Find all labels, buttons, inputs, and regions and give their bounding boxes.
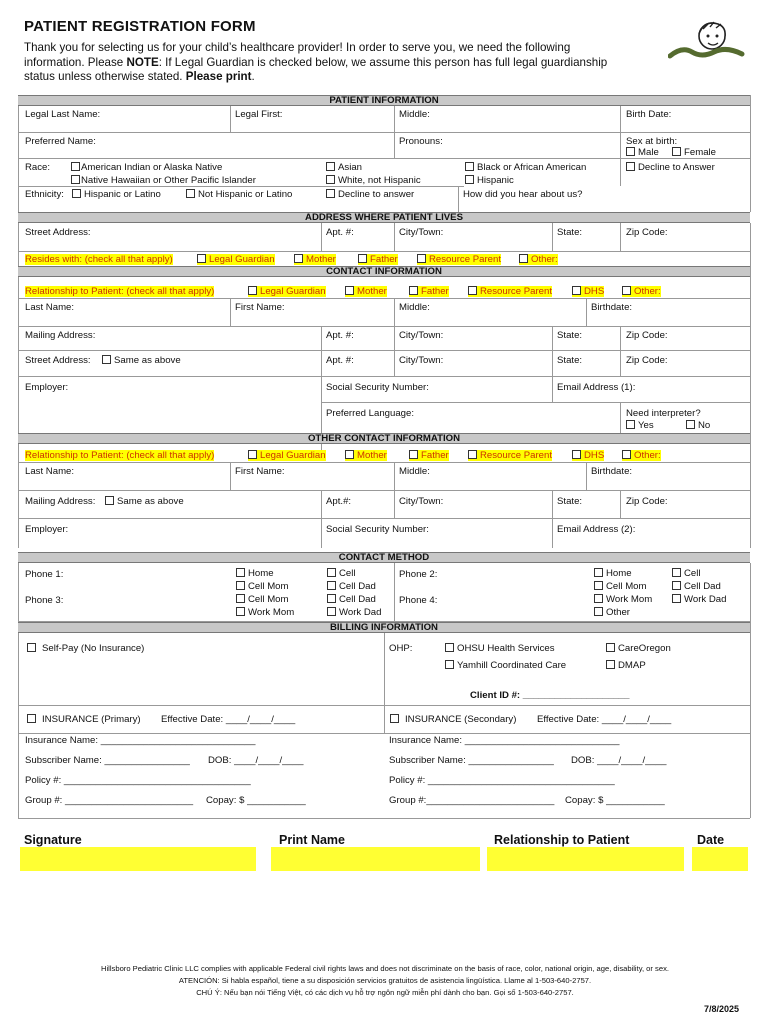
- checkbox-icon: [248, 450, 257, 459]
- checkbox-icon: [468, 450, 477, 459]
- primary-group-field[interactable]: Group #: ________________________: [25, 795, 194, 806]
- sex-female-checkbox[interactable]: Female: [672, 147, 716, 158]
- other-contact-bar: OTHER CONTACT INFORMATION: [18, 433, 750, 444]
- address-bar: ADDRESS WHERE PATIENT LIVES: [18, 212, 750, 223]
- checkbox-icon: [27, 643, 36, 652]
- checkbox-icon: [572, 286, 581, 295]
- primary-policy-field[interactable]: Policy #: ___________________________________: [25, 775, 251, 786]
- intro-text: Thank you for selecting us for your child’s healthcare provider! In order to serve you, we need the following information. Please NOTE: If Legal Guardian is checked below, we assume this person has full legal guardianship status unless otherwise stated. Please print.: [24, 41, 608, 83]
- checkbox-icon: [294, 254, 303, 263]
- checkbox-icon: [248, 286, 257, 295]
- checkbox-icon: [409, 450, 418, 459]
- p1-cell-checkbox[interactable]: Cell: [327, 568, 356, 579]
- contact-last-name-label: Last Name:: [25, 302, 75, 313]
- insurance-primary-checkbox[interactable]: INSURANCE (Primary): [27, 714, 141, 725]
- checkbox-icon: [672, 594, 681, 603]
- other-employer-label: Employer:: [25, 524, 69, 535]
- race-label: Race:: [25, 162, 51, 173]
- other-resource-parent-checkbox[interactable]: Resource Parent: [468, 450, 552, 461]
- checkbox-icon: [468, 286, 477, 295]
- checkbox-icon: [594, 607, 603, 616]
- checkbox-icon: [672, 568, 681, 577]
- state-label: State:: [557, 227, 583, 238]
- checkbox-icon: [465, 175, 474, 184]
- ohp-label: OHP:: [389, 643, 413, 654]
- secondary-group-field[interactable]: Group #:________________________: [389, 795, 555, 806]
- legal-first-label: Legal First:: [235, 109, 283, 120]
- contact-father-checkbox[interactable]: Father: [409, 286, 449, 297]
- birth-date-label: Birth Date:: [626, 109, 672, 120]
- dmap-checkbox[interactable]: DMAP: [606, 660, 646, 671]
- checkbox-icon: [445, 660, 454, 669]
- p4-workdad-checkbox[interactable]: Work Dad: [672, 594, 726, 605]
- contact-street-apt-label: Apt. #:: [326, 355, 354, 366]
- zip-label: Zip Code:: [626, 227, 668, 238]
- print-name-field[interactable]: [271, 847, 480, 871]
- checkbox-icon: [626, 420, 635, 429]
- print-name-label: Print Name: [279, 833, 345, 847]
- city-label: City/Town:: [399, 227, 444, 238]
- pronouns-label: Pronouns:: [399, 136, 443, 147]
- checkbox-icon: [606, 643, 615, 652]
- self-pay-checkbox[interactable]: Self-Pay (No Insurance): [27, 643, 144, 654]
- other-dhs-checkbox[interactable]: DHS: [572, 450, 604, 461]
- other-apt-label: Apt.#:: [326, 496, 352, 507]
- checkbox-icon: [326, 175, 335, 184]
- resides-other-checkbox[interactable]: Other:: [519, 254, 558, 265]
- race-white-checkbox[interactable]: White, not Hispanic: [326, 175, 421, 186]
- contact-ssn-label: Social Security Number:: [326, 382, 429, 393]
- legal-last-name-label: Legal Last Name:: [25, 109, 101, 120]
- contact-birthdate-label: Birthdate:: [591, 302, 633, 313]
- primary-dob-field[interactable]: DOB: ____/____/____: [208, 755, 304, 766]
- race-hispanic-checkbox[interactable]: Hispanic: [465, 175, 514, 186]
- other-middle-label: Middle:: [399, 466, 430, 477]
- email-1-label: Email Address (1):: [557, 382, 636, 393]
- checkbox-icon: [102, 355, 111, 364]
- race-asian-checkbox[interactable]: Asian: [326, 162, 362, 173]
- p3-celldad-checkbox[interactable]: Cell Dad: [327, 594, 376, 605]
- other-state-label: State:: [557, 496, 583, 507]
- middle-label: Middle:: [399, 109, 430, 120]
- phone-3-label: Phone 3:: [25, 595, 64, 606]
- p1-celldad-checkbox[interactable]: Cell Dad: [327, 581, 376, 592]
- other-first-name-label: First Name:: [235, 466, 285, 477]
- resides-legal-guardian-checkbox[interactable]: Legal Guardian: [197, 254, 275, 265]
- race-native-hawaiian-checkbox[interactable]: Native Hawaiian or Other Pacific Islander: [71, 175, 256, 186]
- checkbox-icon: [572, 450, 581, 459]
- preferred-language-label: Preferred Language:: [326, 408, 415, 419]
- date-field[interactable]: [692, 847, 748, 871]
- primary-subscriber-field[interactable]: Subscriber Name: ________________: [25, 755, 190, 766]
- contact-other-checkbox[interactable]: Other:: [622, 286, 661, 297]
- ethnicity-hispanic-checkbox[interactable]: Hispanic or Latino: [72, 189, 161, 200]
- contact-mailing-city-label: City/Town:: [399, 330, 444, 341]
- contact-dhs-checkbox[interactable]: DHS: [572, 286, 604, 297]
- contact-information-bar: CONTACT INFORMATION: [18, 266, 750, 277]
- checkbox-icon: [327, 607, 336, 616]
- contact-mailing-apt-label: Apt. #:: [326, 330, 354, 341]
- checkbox-icon: [327, 568, 336, 577]
- street-address-label: Street Address:: [25, 227, 91, 238]
- sex-male-checkbox[interactable]: Male: [626, 147, 659, 158]
- checkbox-icon: [519, 254, 528, 263]
- interpreter-yes-checkbox[interactable]: Yes: [626, 420, 654, 431]
- checkbox-icon: [409, 286, 418, 295]
- p1-home-checkbox[interactable]: Home: [236, 568, 274, 579]
- spanish-notice: ATENCIÓN: Si habla español, tiene a su disposición servicios gratuitos de asistencia lingüística. Llame al 1-503-640-2757.: [178, 976, 592, 985]
- contact-street-label: Street Address:: [25, 355, 91, 366]
- form-title: PATIENT REGISTRATION FORM: [24, 18, 256, 35]
- p2-home-checkbox[interactable]: Home: [594, 568, 632, 579]
- checkbox-icon: [390, 714, 399, 723]
- checkbox-icon: [686, 420, 695, 429]
- interpreter-no-checkbox[interactable]: No: [686, 420, 710, 431]
- contact-employer-label: Employer:: [25, 382, 69, 393]
- checkbox-icon: [197, 254, 206, 263]
- billing-bar: BILLING INFORMATION: [18, 622, 750, 633]
- secondary-effective-date-field[interactable]: Effective Date: ____/____/____: [537, 714, 672, 725]
- checkbox-icon: [326, 189, 335, 198]
- checkbox-icon: [345, 450, 354, 459]
- other-city-label: City/Town:: [399, 496, 444, 507]
- contact-street-city-label: City/Town:: [399, 355, 444, 366]
- p2-cell-checkbox[interactable]: Cell: [672, 568, 701, 579]
- contact-mother-checkbox[interactable]: Mother: [345, 286, 387, 297]
- other-legal-guardian-checkbox[interactable]: Legal Guardian: [248, 450, 326, 461]
- checkbox-icon: [72, 189, 81, 198]
- contact-street-zip-label: Zip Code:: [626, 355, 668, 366]
- other-same-as-above-checkbox[interactable]: Same as above: [105, 496, 184, 507]
- checkbox-icon: [626, 147, 635, 156]
- checkbox-icon: [622, 450, 631, 459]
- checkbox-icon: [358, 254, 367, 263]
- checkbox-icon: [327, 594, 336, 603]
- phone-1-label: Phone 1:: [25, 569, 64, 580]
- signature-field[interactable]: [20, 847, 256, 871]
- contact-legal-guardian-checkbox[interactable]: Legal Guardian: [248, 286, 326, 297]
- contact-mailing-zip-label: Zip Code:: [626, 330, 668, 341]
- checkbox-icon: [236, 594, 245, 603]
- checkbox-icon: [326, 162, 335, 171]
- checkbox-icon: [622, 286, 631, 295]
- resides-mother-checkbox[interactable]: Mother: [294, 254, 336, 265]
- hear-about-us-label: How did you hear about us?: [463, 189, 583, 200]
- contact-first-name-label: First Name:: [235, 302, 285, 313]
- child-logo-icon: [668, 16, 748, 64]
- checkbox-icon: [105, 496, 114, 505]
- secondary-copay-field[interactable]: Copay: $ ___________: [565, 795, 665, 806]
- checkbox-icon: [236, 568, 245, 577]
- primary-copay-field[interactable]: Copay: $ ___________: [206, 795, 306, 806]
- checkbox-icon: [672, 581, 681, 590]
- other-mailing-label: Mailing Address:: [25, 496, 96, 507]
- checkbox-icon: [345, 286, 354, 295]
- race-black-checkbox[interactable]: Black or African American: [465, 162, 586, 173]
- p4-other-checkbox[interactable]: Other: [594, 607, 630, 618]
- ethnicity-label: Ethnicity:: [25, 189, 64, 200]
- contact-mailing-label: Mailing Address:: [25, 330, 96, 341]
- yamhill-checkbox[interactable]: Yamhill Coordinated Care: [445, 660, 566, 671]
- checkbox-icon: [594, 581, 603, 590]
- other-last-name-label: Last Name:: [25, 466, 75, 477]
- other-ssn-label: Social Security Number:: [326, 524, 429, 535]
- p3-cellmom-checkbox[interactable]: Cell Mom: [236, 594, 289, 605]
- phone-2-label: Phone 2:: [399, 569, 438, 580]
- patient-information-bar: PATIENT INFORMATION: [18, 95, 750, 106]
- p3-workmom-checkbox[interactable]: Work Mom: [236, 607, 294, 618]
- p3-workdad-checkbox[interactable]: Work Dad: [327, 607, 381, 618]
- p2-cellmom-checkbox[interactable]: Cell Mom: [594, 581, 647, 592]
- checkbox-icon: [606, 660, 615, 669]
- p4-workmom-checkbox[interactable]: Work Mom: [594, 594, 652, 605]
- secondary-dob-field[interactable]: DOB: ____/____/____: [571, 755, 667, 766]
- preferred-name-label: Preferred Name:: [25, 136, 96, 147]
- checkbox-icon: [626, 162, 635, 171]
- client-id-field[interactable]: Client ID #: ____________________: [470, 690, 630, 701]
- other-other-checkbox[interactable]: Other:: [622, 450, 661, 461]
- race-american-indian-checkbox[interactable]: American Indian or Alaska Native: [71, 162, 222, 173]
- secondary-subscriber-field[interactable]: Subscriber Name: ________________: [389, 755, 554, 766]
- checkbox-icon: [71, 175, 80, 184]
- resides-father-checkbox[interactable]: Father: [358, 254, 398, 265]
- p2-celldad-checkbox[interactable]: Cell Dad: [672, 581, 721, 592]
- primary-insurance-name-field[interactable]: Insurance Name: _____________________________: [25, 735, 256, 746]
- sex-at-birth-label: Sex at birth:: [626, 136, 678, 147]
- contact-relationship-label: Relationship to Patient: (check all that apply): [25, 286, 215, 297]
- insurance-secondary-checkbox[interactable]: INSURANCE (Secondary): [390, 714, 516, 725]
- other-mother-checkbox[interactable]: Mother: [345, 450, 387, 461]
- contact-street-state-label: State:: [557, 355, 583, 366]
- need-interpreter-label: Need interpreter?: [626, 408, 701, 419]
- vietnamese-notice: CHÚ Ý: Nếu bạn nói Tiếng Việt, có các dịch vụ hỗ trợ ngôn ngữ miễn phí dành cho bạn. Gọi số 1-503-640-2757.: [196, 988, 574, 997]
- ethnicity-not-hispanic-checkbox[interactable]: Not Hispanic or Latino: [186, 189, 292, 200]
- decline-to-answer-checkbox[interactable]: Decline to Answer: [626, 162, 715, 173]
- contact-same-as-above-checkbox[interactable]: Same as above: [102, 355, 181, 366]
- checkbox-icon: [594, 594, 603, 603]
- other-father-checkbox[interactable]: Father: [409, 450, 449, 461]
- checkbox-icon: [327, 581, 336, 590]
- other-zip-label: Zip Code:: [626, 496, 668, 507]
- checkbox-icon: [417, 254, 426, 263]
- checkbox-icon: [672, 147, 681, 156]
- checkbox-icon: [465, 162, 474, 171]
- email-2-label: Email Address (2):: [557, 524, 636, 535]
- checkbox-icon: [594, 568, 603, 577]
- contact-method-bar: CONTACT METHOD: [18, 552, 750, 563]
- primary-effective-date-field[interactable]: Effective Date: ____/____/____: [161, 714, 296, 725]
- p1-cellmom-checkbox[interactable]: Cell Mom: [236, 581, 289, 592]
- other-birthdate-label: Birthdate:: [591, 466, 633, 477]
- checkbox-icon: [186, 189, 195, 198]
- careoregon-checkbox[interactable]: CareOregon: [606, 643, 671, 654]
- resides-resource-parent-checkbox[interactable]: Resource Parent: [417, 254, 501, 265]
- secondary-insurance-name-field[interactable]: Insurance Name: _____________________________: [389, 735, 620, 746]
- contact-resource-parent-checkbox[interactable]: Resource Parent: [468, 286, 552, 297]
- contact-middle-label: Middle:: [399, 302, 430, 313]
- signature-label: Signature: [24, 833, 82, 847]
- form-date: 7/8/2025: [704, 1004, 740, 1014]
- checkbox-icon: [236, 581, 245, 590]
- relationship-field[interactable]: [487, 847, 684, 871]
- apt-label: Apt. #:: [326, 227, 354, 238]
- relationship-label: Relationship to Patient: [494, 833, 630, 847]
- race-decline-checkbox[interactable]: Decline to answer: [326, 189, 414, 200]
- checkbox-icon: [445, 643, 454, 652]
- secondary-policy-field[interactable]: Policy #: ___________________________________: [389, 775, 615, 786]
- date-label: Date: [697, 833, 725, 847]
- phone-4-label: Phone 4:: [399, 595, 438, 606]
- civil-rights-notice: Hillsboro Pediatric Clinic LLC complies with applicable Federal civil rights laws and does not discriminate on the basis of race, color, national origin, age, disability, or sex.: [101, 964, 669, 973]
- contact-mailing-state-label: State:: [557, 330, 583, 341]
- ohsu-checkbox[interactable]: OHSU Health Services: [445, 643, 555, 654]
- checkbox-icon: [236, 607, 245, 616]
- checkbox-icon: [27, 714, 36, 723]
- resides-with-label: Resides with: (check all that apply): [25, 254, 173, 265]
- checkbox-icon: [71, 162, 80, 171]
- other-relationship-label: Relationship to Patient: (check all that apply): [25, 450, 215, 461]
